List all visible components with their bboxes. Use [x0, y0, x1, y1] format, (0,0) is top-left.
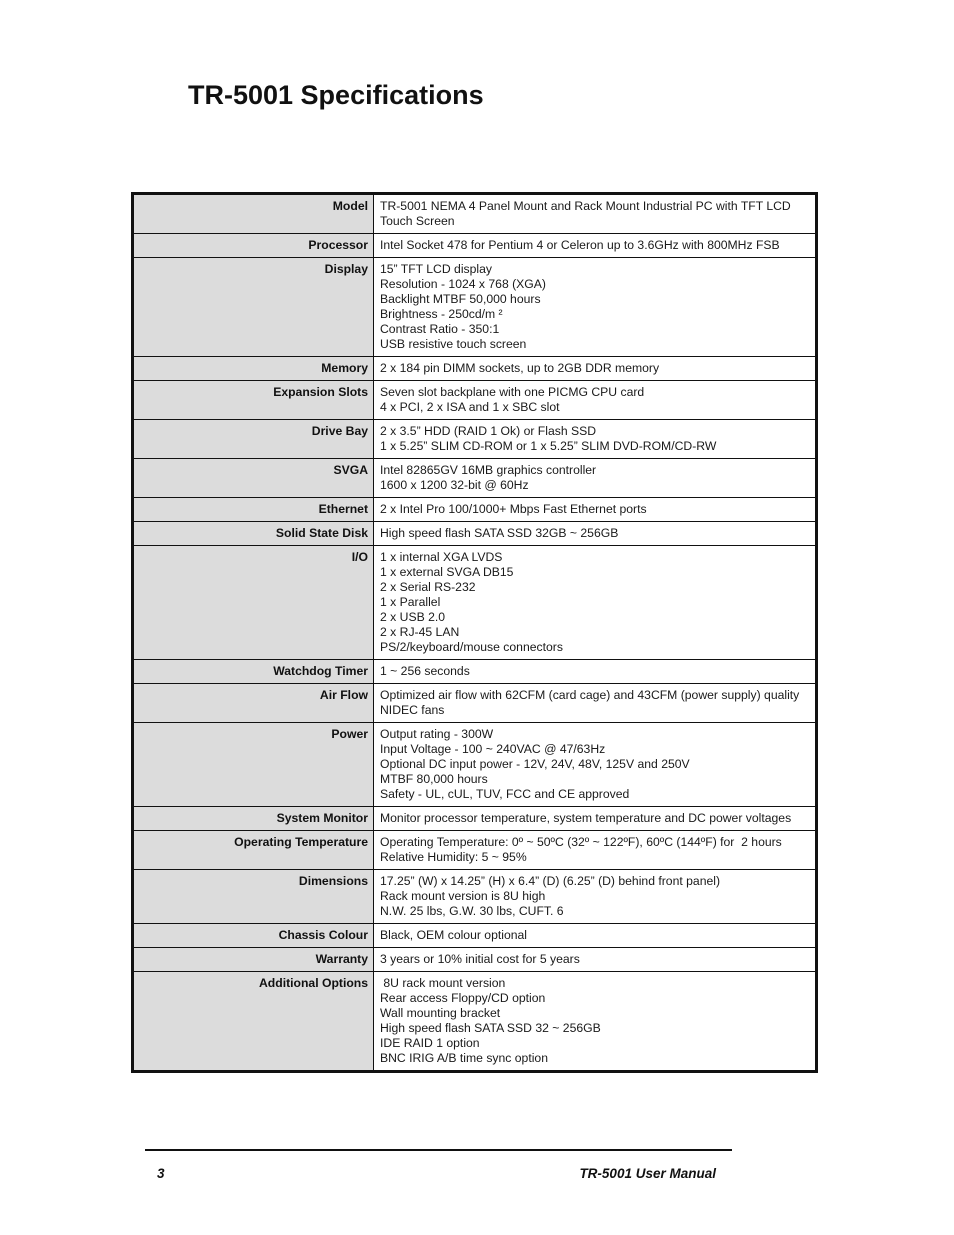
spec-value-line: 2 x Intel Pro 100/1000+ Mbps Fast Ethernet ports — [380, 502, 647, 516]
spec-value — [374, 831, 817, 870]
spec-value-line: Contrast Ratio - 350:1 — [380, 322, 500, 336]
spec-row — [133, 723, 817, 807]
spec-value — [374, 459, 817, 498]
spec-value — [374, 972, 817, 1072]
spec-row — [133, 972, 817, 1072]
spec-row — [133, 660, 817, 684]
spec-value-line: Black, OEM colour optional — [380, 928, 527, 942]
spec-value-line: PS/2/keyboard/mouse connectors — [380, 640, 563, 654]
spec-value-line: 17.25” (W) x 14.25” (H) x 6.4” (D) (6.25” (D) behind front panel) — [380, 874, 721, 888]
spec-label: SVGA — [133, 459, 374, 498]
spec-value — [374, 807, 817, 831]
spec-value-line: Wall mounting bracket — [380, 1006, 501, 1020]
spec-value-line: USB resistive touch screen — [380, 337, 527, 351]
spec-value-line: 15” TFT LCD display — [380, 262, 492, 276]
spec-label: Dimensions — [133, 870, 374, 924]
footer-page-number: 3 — [157, 1166, 165, 1181]
spec-value-line: Input Voltage - 100 ~ 240VAC @ 47/63Hz — [380, 742, 606, 756]
spec-label: Model — [133, 194, 374, 234]
spec-value-line: 1 ~ 256 seconds — [380, 664, 470, 678]
spec-value-line: MTBF 80,000 hours — [380, 772, 488, 786]
spec-value — [374, 660, 817, 684]
spec-label: Memory — [133, 357, 374, 381]
spec-value-line: 1 x Parallel — [380, 595, 441, 609]
spec-row — [133, 807, 817, 831]
spec-row — [133, 194, 817, 234]
spec-value-line: 4 x PCI, 2 x ISA and 1 x SBC slot — [380, 400, 560, 414]
spec-value-line: High speed flash SATA SSD 32GB ~ 256GB — [380, 526, 619, 540]
spec-value-line: Resolution - 1024 x 768 (XGA) — [380, 277, 546, 291]
spec-row — [133, 381, 817, 420]
spec-value-line: Rack mount version is 8U high — [380, 889, 546, 903]
spec-value — [374, 420, 817, 459]
spec-label: System Monitor — [133, 807, 374, 831]
spec-label: Air Flow — [133, 684, 374, 723]
spec-label: Additional Options — [133, 972, 374, 1072]
spec-value-line: 2 x 3.5” HDD (RAID 1 Ok) or Flash SSD — [380, 424, 597, 438]
spec-label: Display — [133, 258, 374, 357]
footer-manual-title: TR-5001 User Manual — [579, 1166, 716, 1181]
spec-value — [374, 723, 817, 807]
spec-value — [374, 948, 817, 972]
spec-value-line: 2 x Serial RS-232 — [380, 580, 476, 594]
spec-value-line: IDE RAID 1 option — [380, 1036, 480, 1050]
spec-value-line: Rear access Floppy/CD option — [380, 991, 546, 1005]
specifications-table-body — [133, 194, 817, 1072]
spec-value — [374, 357, 817, 381]
specifications-table — [131, 192, 818, 1073]
spec-value-line: Optimized air flow with 62CFM (card cage) and 43CFM (power supply) quality NIDEC fans — [380, 688, 803, 717]
spec-value-line: Backlight MTBF 50,000 hours — [380, 292, 541, 306]
spec-label: Warranty — [133, 948, 374, 972]
spec-value-line: 2 x RJ-45 LAN — [380, 625, 460, 639]
spec-value-line: 8U rack mount version — [380, 976, 506, 990]
spec-row — [133, 684, 817, 723]
spec-row — [133, 522, 817, 546]
spec-value — [374, 258, 817, 357]
spec-value-line: 2 x USB 2.0 — [380, 610, 446, 624]
spec-value — [374, 381, 817, 420]
spec-row — [133, 948, 817, 972]
spec-value — [374, 194, 817, 234]
spec-label: Expansion Slots — [133, 381, 374, 420]
spec-row — [133, 234, 817, 258]
spec-value-line: Intel Socket 478 for Pentium 4 or Celeron up to 3.6GHz with 800MHz FSB — [380, 238, 780, 252]
spec-value — [374, 546, 817, 660]
spec-value-line: 1600 x 1200 32-bit @ 60Hz — [380, 478, 529, 492]
spec-row — [133, 420, 817, 459]
footer-divider — [145, 1149, 732, 1151]
spec-value-line: High speed flash SATA SSD 32 ~ 256GB — [380, 1021, 601, 1035]
spec-label: Power — [133, 723, 374, 807]
spec-value-line: Brightness - 250cd/m ² — [380, 307, 503, 321]
spec-value-line: N.W. 25 lbs, G.W. 30 lbs, CUFT. 6 — [380, 904, 564, 918]
spec-label: Operating Temperature — [133, 831, 374, 870]
spec-value-line: 1 x 5.25” SLIM CD-ROM or 1 x 5.25” SLIM DVD-ROM/CD-RW — [380, 439, 717, 453]
spec-value-line: 2 x 184 pin DIMM sockets, up to 2GB DDR memory — [380, 361, 660, 375]
spec-value — [374, 870, 817, 924]
spec-value-line: Operating Temperature: 0º ~ 50ºC (32º ~ 122ºF), 60ºC (144ºF) for 2 hours — [380, 835, 782, 849]
spec-value — [374, 684, 817, 723]
spec-value — [374, 924, 817, 948]
spec-row — [133, 357, 817, 381]
spec-label: Processor — [133, 234, 374, 258]
spec-value-line: 3 years or 10% initial cost for 5 years — [380, 952, 580, 966]
spec-value-line: Monitor processor temperature, system temperature and DC power voltages — [380, 811, 792, 825]
spec-value-line: Relative Humidity: 5 ~ 95% — [380, 850, 527, 864]
spec-row — [133, 924, 817, 948]
spec-row — [133, 498, 817, 522]
spec-value — [374, 522, 817, 546]
spec-row — [133, 258, 817, 357]
spec-value-line: Seven slot backplane with one PICMG CPU card — [380, 385, 645, 399]
spec-label: Chassis Colour — [133, 924, 374, 948]
spec-value — [374, 498, 817, 522]
spec-value-line: BNC IRIG A/B time sync option — [380, 1051, 548, 1065]
spec-value-line: 1 x external SVGA DB15 — [380, 565, 514, 579]
spec-label: Solid State Disk — [133, 522, 374, 546]
spec-row — [133, 831, 817, 870]
spec-label: Watchdog Timer — [133, 660, 374, 684]
spec-label: Ethernet — [133, 498, 374, 522]
spec-value-line: Output rating - 300W — [380, 727, 494, 741]
spec-row — [133, 870, 817, 924]
spec-row — [133, 546, 817, 660]
spec-value-line: Safety - UL, cUL, TUV, FCC and CE approved — [380, 787, 630, 801]
spec-value — [374, 234, 817, 258]
page-title: TR-5001 Specifications — [188, 80, 484, 110]
spec-row — [133, 459, 817, 498]
spec-value-line: 1 x internal XGA LVDS — [380, 550, 503, 564]
spec-value-line: Intel 82865GV 16MB graphics controller — [380, 463, 597, 477]
spec-label: Drive Bay — [133, 420, 374, 459]
spec-label: I/O — [133, 546, 374, 660]
spec-value-line: Optional DC input power - 12V, 24V, 48V, 125V and 250V — [380, 757, 690, 771]
spec-value-line: TR-5001 NEMA 4 Panel Mount and Rack Mount Industrial PC with TFT LCD Touch Screen — [380, 199, 794, 228]
